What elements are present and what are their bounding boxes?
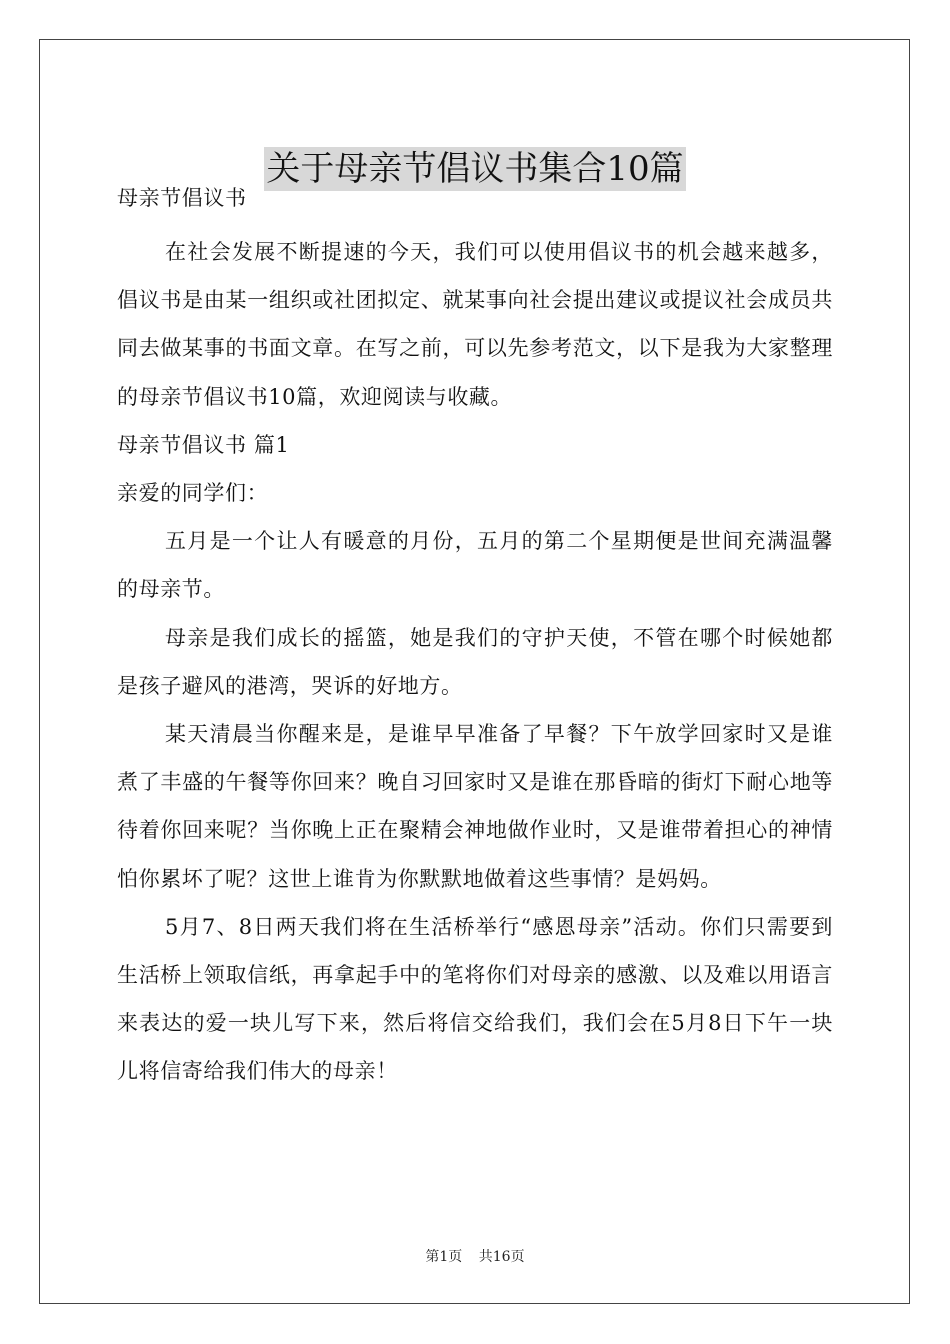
page-footer [0, 1247, 950, 1267]
salutation: 亲爱的同学们： [117, 481, 269, 506]
document-title: 关于母亲节倡议书集合10篇 [266, 148, 684, 189]
article-heading: 母亲节倡议书 篇1 [117, 432, 290, 457]
intro-paragraph: 在社会发展不断提速的今天，我们可以使用倡议书的机会越来越多，倡议书是由某一组织或社团拟定、就某事向社会提出建议或提议社会成员共同去做某事的书面文章。在写之前，可以先参考范文，以下是我为大家整理的母亲节倡议书10篇，欢迎阅读与收藏。 [117, 240, 833, 409]
page-total: 共16页 [478, 1249, 525, 1265]
body-paragraph: 某天清晨当你醒来是，是谁早早准备了早餐？下午放学回家时又是谁煮了丰盛的午餐等你回来？晚自习回家时又是谁在那昏暗的街灯下耐心地等待着你回来呢？当你晚上正在聚精会神地做作业时，又是谁带着担心的神情怕你累坏了呢？这世上谁肯为你默默地做着这些事情？是妈妈。 [117, 722, 833, 891]
body-paragraph: 5月7、8日两天我们将在生活桥举行“感恩母亲”活动。你们只需要到生活桥上领取信纸，再拿起手中的笔将你们对母亲的感激、以及难以用语言来表达的爱一块儿写下来，然后将信交给我们，我们会在5月8日下午一块儿将信寄给我们伟大的母亲！ [117, 914, 833, 1084]
body-paragraph: 五月是一个让人有暖意的月份，五月的第二个星期便是世间充满温馨的母亲节。 [117, 529, 833, 602]
page-number: 第1页 [425, 1249, 463, 1265]
section-label: 母亲节倡议书 [117, 186, 247, 210]
body-paragraph: 母亲是我们成长的摇篮，她是我们的守护天使，不管在哪个时候她都是孩子避风的港湾，哭诉的好地方。 [117, 625, 833, 698]
document-body [117, 181, 833, 1096]
